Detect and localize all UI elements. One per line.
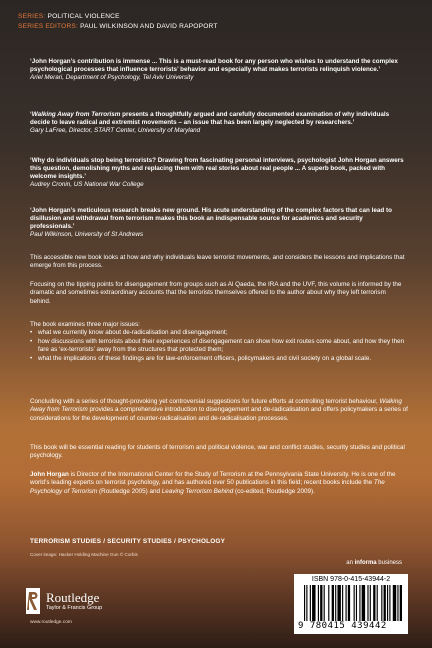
publisher-group: Taylor & Francis Group [46,605,103,611]
book-title: Walking Away from Terrorism [31,111,121,118]
endorsement-2 [30,111,406,135]
book-title: Walking Away from Terrorism [30,398,402,414]
endorsement-3 [30,157,406,189]
routledge-logo [26,588,146,616]
barcode-digits: 9 780415 439442 [298,621,387,631]
description-conclusion: Concluding with a series of thought-provoking yet controversial suggestions for future efforts at controlling terrorist behaviour, Walking Away from Terrorism provides a comprehensive introduction to disengagement and de-radicalisation and offers policymakers a series of considerations for the development of counter-radicalisation and de-radicalisation processes. [30,398,408,422]
endorsement-4 [30,207,406,239]
endorsement-attribution: Ariel Merari, Department of Psychology, Tel Aviv University [30,74,194,82]
series-editors-line [18,22,218,32]
routledge-logo-icon [26,588,40,614]
description-issues [30,321,408,363]
endorsement-1 [30,58,406,82]
endorsement-attribution: Audrey Cronin, US National War College [30,181,144,189]
author-name: John Horgan [30,471,69,478]
description-audience: This book will be essential reading for students of terrorism and political violence, war and conflict studies, security studies and political psychology. [30,444,405,460]
list-item: • how discussions with terrorists about their experiences of disengagement can show how exit routes come about, and how they then fare as ‘ex-terrorists’ away from the structures that protected them; [30,338,408,355]
endorsement-attribution: Paul Wilkinson, University of St Andrews [30,231,144,239]
series-editors-label: SERIES EDITORS: [18,23,79,30]
isbn-barcode [294,574,408,634]
endorsement-text: ‘Why do individuals stop being terrorists? Drawing from fascinating personal interviews, psychologist John Horgan answers this question, demolishing myths and replacing them with real stories about real people ... A superb book, packed with welcome insights.’ [30,157,404,181]
description-intro: This accessible new book looks at how and why individuals leave terrorist movements, and considers the lessons and implications that emerge from this process. [30,254,405,270]
endorsement-text: ‘John Horgan’s contribution is immense ... This is a must-read book for any person who wishes to understand the complex psychological processes that influence terrorists’ behavior and especially what makes terrorists relinquish violence.’ [30,58,398,74]
author-bio: John Horgan is Director of the International Center for the Study of Terrorism at the Pennsylvania State University. He is one of the world’s leading experts on terrorist psychology, and has authored over 50 publications in this field; recent books include the The Psychology of Terrorism (Routledge 2005) and Leaving Terrorism Behind (co-edited, Routledge 2009). [30,471,396,495]
endorsement-text: ‘John Horgan’s meticulous research breaks new ground. His acute understanding of the complex factors that can lead to disillusion and withdrawal from terrorism makes this book an indispensable source for academics and security professionals.’ [30,207,392,231]
series-info [18,12,218,32]
list-item: • what we currently know about de-radicalisation and disengagement; [30,329,408,337]
series-name: POLITICAL VIOLENCE [47,13,120,20]
series-label: SERIES: [18,13,46,20]
isbn-number: ISBN 978-0-415-43944-2 [311,576,391,583]
list-item: • what the implications of these findings are for law-enforcement officers, policymakers and civil society on a global scale. [30,355,408,363]
subject-categories: TERRORISM STUDIES / SECURITY STUDIES / PSYCHOLOGY [30,538,226,545]
series-line [18,12,218,22]
cover-image-credit: Cover image: Hacker Holding Machine Gun © Corbis [30,552,138,557]
issues-list [30,329,408,363]
informa-imprint: an informa business [346,560,402,566]
publisher-name: Routledge [46,590,100,605]
endorsement-attribution: Gary LaFree, Director, START Center, University of Maryland [30,127,201,135]
issues-intro: The book examines three major issues: [30,321,140,328]
series-editors-names: PAUL WILKINSON AND DAVID RAPOPORT [80,23,218,30]
endorsement-text: ‘Walking Away from Terrorism presents a thoughtfully argued and carefully documented examination of why individuals decide to leave radical and extremist movements – an issue that has been largely neglected by researchers.’ [30,111,390,127]
barcode-bars [304,585,402,621]
description-focus: Focusing on the tipping points for disengagement from groups such as Al Qaeda, the IRA and the UVF, this volume is informed by the dramatic and sometimes extraordinary accounts that the terrorists themselves offered to the author about why they left terrorism behind. [30,281,402,305]
publisher-url: www.routledge.com [30,620,72,625]
